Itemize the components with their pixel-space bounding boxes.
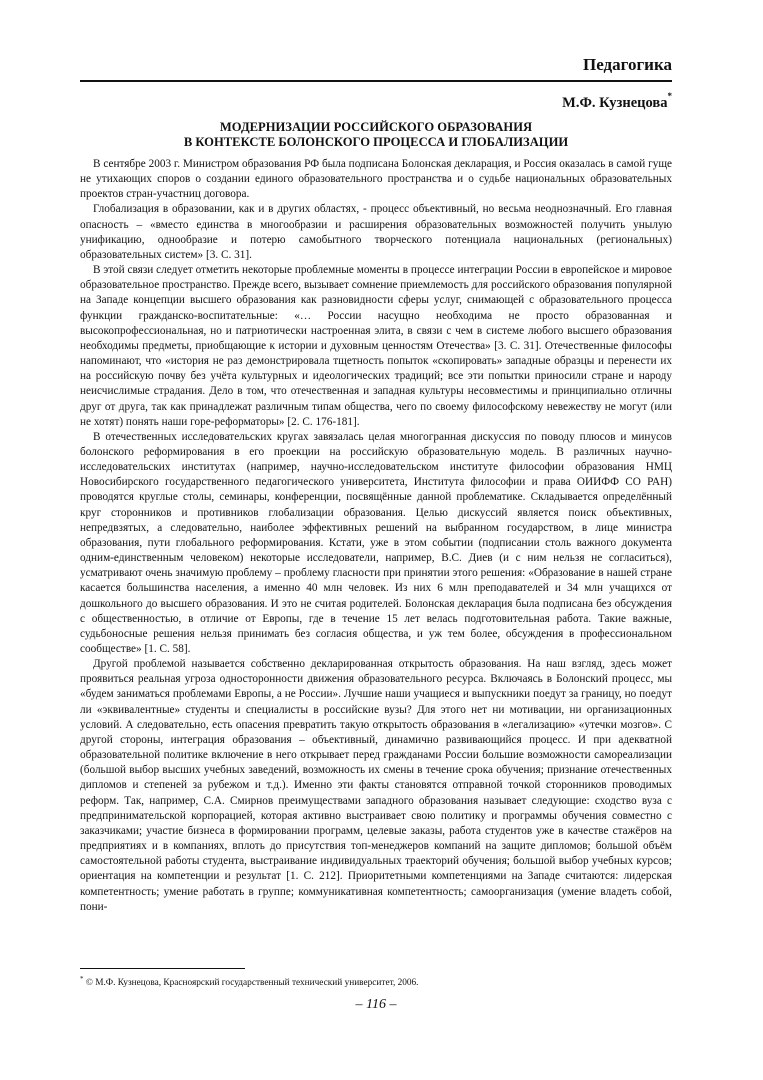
author-name-text: М.Ф. Кузнецова bbox=[562, 94, 668, 111]
footnote-mark: * bbox=[80, 975, 84, 983]
paragraph: В сентябре 2003 г. Министром образования РФ была подписана Болонская декларация, и Россия оказалась в самой гуще не утихающих споров о создании единого образовательного пространства и о судьбе национальных образовательных проектов стран-участниц договора. bbox=[80, 158, 672, 201]
article-title-line-2: В КОНТЕКСТЕ БОЛОНСКОГО ПРОЦЕССА И ГЛОБАЛИЗАЦИИ bbox=[183, 135, 569, 149]
document-page bbox=[80, 0, 672, 1080]
header-rule bbox=[80, 80, 672, 82]
article-body bbox=[80, 157, 672, 915]
paragraph: Другой проблемой называется собственно декларированная открытость образования. На наш взгляд, здесь может проявиться реальная угроза односторонности движения образовательного ресурса. Включаясь в Болонский процесс, мы «будем заниматься проблемами Европы, а не России». Лучшие наши учащиеся и выпускники поедут за границу, но поедут ли «эквивалентные» студенты и специалисты в российские вузы? Для этого нет ни мотивации, ни организационных условий. А следовательно, есть опасения превратить такую открытость образования в «легализацию» «утечки мозгов». С другой стороны, интеграция образования – объективный, динамично развивающийся процесс. И при адекватной образовательной политике включение в него открывает перед гражданами России большие возможности самореализации (большой выбор высших учебных заведений, возможность их смены в течение срока обучения; признание отечественных дипломов и степеней за рубежом и т.д.). Именно эти факты становятся отправной точкой сторонников проводимых реформ. Так, например, С.А. Смирнов преимуществами западного образования называет следующие: сходство вуза с предпринимательской корпорацией, которая активно выстраивает свою политику и программы обучения совместно с заказчиками; участие бизнеса в формировании программ, целевые заказы, работа студентов уже в качестве стажёров на предприятиях и в компаниях, вплоть до присутствия топ-менеджеров компаний на защите дипломов; большой объём самостоятельной работы студента, выстраивание индивидуальных траекторий обучения; большой выбор учебных курсов; ориентация на компетенции и результат [1. С. 212]. Приоритетными компетенциями на Западе считаются: лидерская компетентность; умение работать в группе; коммуникативная компетентность; самоорганизация (умение владеть собой, пони- bbox=[80, 658, 672, 913]
footnote-text: © М.Ф. Кузнецова, Красноярский государственный технический университет, 2006. bbox=[85, 978, 419, 989]
author-name bbox=[562, 93, 672, 112]
paragraph: В этой связи следует отметить некоторые проблемные моменты в процессе интеграции России в европейское и мировое образовательное пространство. Прежде всего, вызывает сомнение приемлемость для российского образования популярной на Западе концепции высшего образования как разновидности сферы услуг, снимающей с образовательного процесса функции гражданско-воспитательные: «… России насущно необходима не просто образованная и высокопрофессиональная, но и патриотически настроенная элита, в связи с чем в системе любого высшего образования необходимы предметы, приобщающие к истории и духовным ценностям Отечества» [3. С. 31]. Отечественные философы напоминают, что «история не раз демонстрировала тщетность попыток «скопировать» западные образцы и перенести их на российскую почву без учёта культурных и идеологических традиций; все эти попытки приносили стране и народу неисчислимые страдания. Дело в том, что отечественная и западная культуры несовместимы и принципиально отличны друг от друга, так как принадлежат различным типам общества, чего по своему философскому невежеству не могут (или не хотят) понять наши горе-реформаторы» [2. С. 176-181]. bbox=[80, 264, 672, 428]
paragraph: Глобализация в образовании, как и в других областях, - процесс объективный, но весьма неоднозначный. Его главная опасность – «вместо единства в многообразии и расширения образовательных возможностей получить унылую унификацию, однообразие и потерю самобытного творческого потенциала национальных (региональных) образовательных систем» [3. С. 31]. bbox=[80, 203, 672, 261]
section-header: Педагогика bbox=[583, 55, 672, 74]
author-footnote-mark[interactable]: * bbox=[667, 91, 672, 101]
footnote bbox=[80, 975, 419, 988]
footnote-rule bbox=[80, 968, 245, 969]
page-number: – 116 – bbox=[355, 997, 397, 1012]
article-title bbox=[80, 120, 672, 150]
article-title-line-1: МОДЕРНИЗАЦИИ РОССИЙСКОГО ОБРАЗОВАНИЯ bbox=[219, 120, 533, 134]
paragraph: В отечественных исследовательских кругах завязалась целая многогранная дискуссия по поводу плюсов и минусов болонского реформирования в его проекции на российскую образовательную модель. В различных научно-исследовательских институтах (например, научно-исследовательском институте философии образования НМЦ Новосибирского государственного педагогического университета, Института философии и права ОИИФФ СО РАН) проводятся круглые столы, семинары, конференции, посвящённые данной проблематике. Складывается определённый круг сторонников и противников глобализации образования. Целью дискуссий является поиск объективных, непредвзятых, а следовательно, наиболее эффективных решений на выбранном государством, в лице министра образования, пути глобального реформирования. Кстати, уже в этом событии (подписании столь важного документа одним-единственным человеком) некоторые исследователи, например, В.С. Диев (и с ним нельзя не согласиться), усматривают очень значимую проблему – проблему гласности при принятии этого решения: «Образование в нашей стране касается большинства населения, а именно 40 млн человек. Из них 6 млн преподавателей и 34 млн учащихся от дошкольного до высшего образования. И это не считая родителей. Болонская декларация была подписана без обсуждения с общественностью, в отличие от Европы, где в течение 15 лет велась подготовительная работа. Такие важные, судьбоносные решения нельзя принимать без согласия общества, и уж тем более, обсуждения в профессиональном сообществе» [1. С. 58]. bbox=[80, 430, 672, 655]
